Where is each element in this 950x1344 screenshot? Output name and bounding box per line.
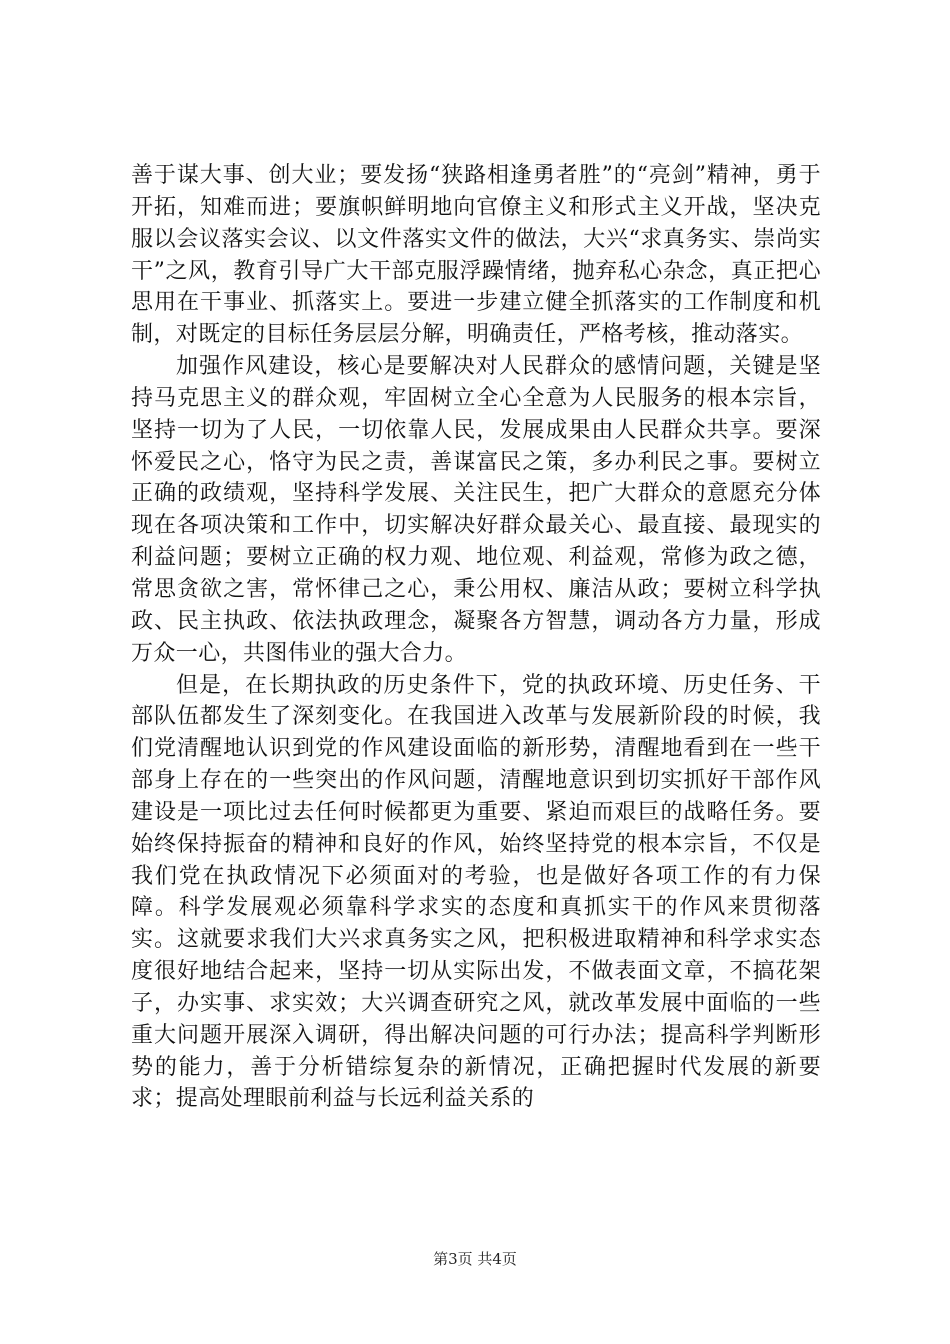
paragraph-style-building: 加强作风建设，核心是要解决对人民群众的感情问题，关键是坚持马克思主义的群众观，牢固树立全心全意为人民服务的根本宗旨，坚持一切为了人民，一切依靠人民，发展成果由人民群众共享。要深怀爱民之心，恪守为民之责，善谋富民之策，多办利民之事。要树立正确的政绩观，坚持科学发展、关注民生，把广大群众的意愿充分体现在各项决策和工作中，切实解决好群众最关心、最直接、最现实的利益问题；要树立正确的权力观、地位观、利益观，常修为政之德，常思贪欲之害，常怀律己之心，秉公用权、廉洁从政；要树立科学执政、民主执政、依法执政理念，凝聚各方智慧，调动各方力量，形成万众一心，共图伟业的强大合力。 — [131, 354, 821, 666]
page-number-footer: 第3页 共4页 — [433, 1250, 517, 1268]
paragraph-continued: 善于谋大事、创大业；要发扬“狭路相逢勇者胜”的“亮剑”精神，勇于开拓，知难而进；要旗帜鲜明地向官僚主义和形式主义开战，坚决克服以会议落实会议、以文件落实文件的做法，大兴“求真务实、崇尚实干”之风，教育引导广大干部克服浮躁情绪，抛弃私心杂念，真正把心思用在干事业、抓落实上。要进一步建立健全抓落实的工作制度和机制，对既定的目标任务层层分解，明确责任，严格考核，推动落实。 — [131, 163, 821, 348]
document-body — [131, 160, 821, 1115]
paragraph-long-term-governance: 但是，在长期执政的历史条件下，党的执政环境、历史任务、干部队伍都发生了深刻变化。在我国进入改革与发展新阶段的时候，我们党清醒地认识到党的作风建设面临的新形势，清醒地看到在一些干部身上存在的一些突出的作风问题，清醒地意识到切实抓好干部作风建设是一项比过去任何时候都更为重要、紧迫而艰巨的战略任务。要始终保持振奋的精神和良好的作风，始终坚持党的根本宗旨，不仅是我们党在执政情况下必须面对的考验，也是做好各项工作的有力保障。科学发展观必须靠科学求实的态度和真抓实干的作风来贯彻落实。这就要求我们大兴求真务实之风，把积极进取精神和科学求实态度很好地结合起来，坚持一切从实际出发，不做表面文章，不搞花架子，办实事、求实效；大兴调查研究之风，就改革发展中面临的一些重大问题开展深入调研，得出解决问题的可行办法；提高科学判断形势的能力，善于分析错综复杂的新情况，正确把握时代发展的新要求；提高处理眼前利益与长远利益关系的 — [131, 672, 821, 1112]
